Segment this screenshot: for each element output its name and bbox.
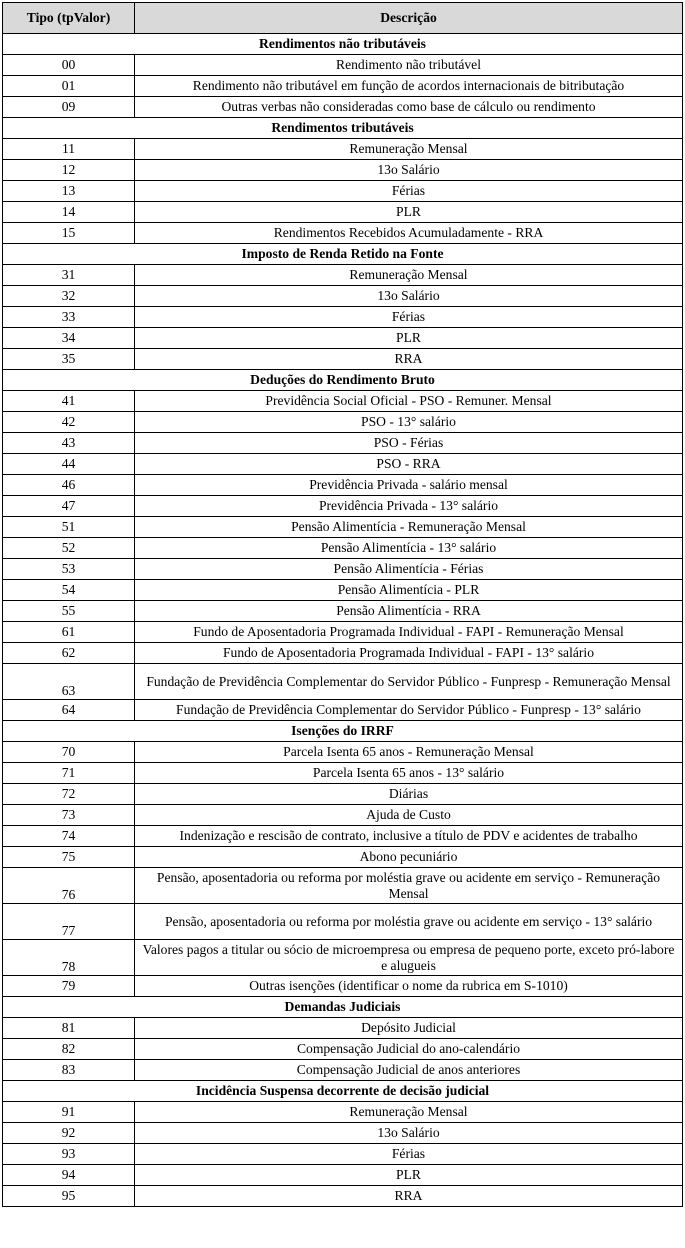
tipo-code: 42 [3,412,135,433]
tipo-code: 12 [3,160,135,181]
tipo-code: 78 [3,940,135,976]
tipo-code: 72 [3,784,135,805]
descricao-text: Pensão Alimentícia - 13° salário [135,538,683,559]
table-row [3,1060,683,1081]
descricao-text: Férias [135,1144,683,1165]
tipo-code: 95 [3,1186,135,1207]
table-row [3,847,683,868]
table-row [3,139,683,160]
descricao-text: PSO - Férias [135,433,683,454]
descricao-text: RRA [135,1186,683,1207]
table-row [3,454,683,475]
descricao-text: Ajuda de Custo [135,805,683,826]
descricao-text: Previdência Privada - salário mensal [135,475,683,496]
descricao-text: Abono pecuniário [135,847,683,868]
section-title: Rendimentos tributáveis [3,118,683,139]
table-row [3,1039,683,1060]
section-header-row [3,370,683,391]
table-row [3,601,683,622]
section-title: Imposto de Renda Retido na Fonte [3,244,683,265]
descricao-text: RRA [135,349,683,370]
table-row [3,181,683,202]
table-row [3,538,683,559]
tipo-code: 09 [3,97,135,118]
descricao-text: Rendimento não tributável em função de acordos internacionais de bitributação [135,76,683,97]
descricao-text: Depósito Judicial [135,1018,683,1039]
tipo-code: 93 [3,1144,135,1165]
tipo-code: 73 [3,805,135,826]
table-body [3,34,683,1207]
header-tipo: Tipo (tpValor) [3,3,135,34]
tipo-code: 71 [3,763,135,784]
table-row [3,664,683,700]
descricao-text: Pensão Alimentícia - RRA [135,601,683,622]
tipo-code: 91 [3,1102,135,1123]
header-descricao: Descrição [135,3,683,34]
descricao-text: Fundo de Aposentadoria Programada Individual - FAPI - 13° salário [135,643,683,664]
table-row [3,76,683,97]
table-row [3,742,683,763]
table-row [3,784,683,805]
table-row [3,700,683,721]
descricao-text: Previdência Privada - 13° salário [135,496,683,517]
descricao-text: Férias [135,307,683,328]
tipo-code: 43 [3,433,135,454]
section-title: Demandas Judiciais [3,997,683,1018]
tipo-code: 54 [3,580,135,601]
table-row [3,1018,683,1039]
tipo-code: 62 [3,643,135,664]
descricao-text: Rendimento não tributável [135,55,683,76]
tipo-code: 81 [3,1018,135,1039]
table-row [3,559,683,580]
tipo-code: 35 [3,349,135,370]
table-row [3,223,683,244]
descricao-text: Pensão Alimentícia - Férias [135,559,683,580]
tipo-code: 77 [3,904,135,940]
section-title: Isenções do IRRF [3,721,683,742]
descricao-text: Remuneração Mensal [135,265,683,286]
descricao-text: Parcela Isenta 65 anos - 13° salário [135,763,683,784]
descricao-text: 13o Salário [135,160,683,181]
table-row [3,1186,683,1207]
table-row [3,940,683,976]
descricao-text: Outras isenções (identificar o nome da rubrica em S-1010) [135,976,683,997]
tipo-code: 61 [3,622,135,643]
descricao-text: Diárias [135,784,683,805]
descricao-text: PLR [135,1165,683,1186]
table-row [3,1165,683,1186]
table-row [3,763,683,784]
section-header-row [3,34,683,55]
section-title: Incidência Suspensa decorrente de decisão judicial [3,1081,683,1102]
descricao-text: Outras verbas não consideradas como base de cálculo ou rendimento [135,97,683,118]
descricao-text: Pensão, aposentadoria ou reforma por moléstia grave ou acidente em serviço - 13° salário [135,904,683,940]
table-row [3,1102,683,1123]
tipo-code: 82 [3,1039,135,1060]
descricao-text: Pensão, aposentadoria ou reforma por moléstia grave ou acidente em serviço - Remuneração Mensal [135,868,683,904]
table-row [3,868,683,904]
descricao-text: PSO - 13° salário [135,412,683,433]
descricao-text: Parcela Isenta 65 anos - Remuneração Mensal [135,742,683,763]
descricao-text: PLR [135,202,683,223]
section-header-row [3,997,683,1018]
section-header-row [3,721,683,742]
descricao-text: Compensação Judicial de anos anteriores [135,1060,683,1081]
section-title: Deduções do Rendimento Bruto [3,370,683,391]
table-row [3,622,683,643]
table-header-row [3,3,683,34]
table-row [3,475,683,496]
tipo-code: 76 [3,868,135,904]
descricao-text: Indenização e rescisão de contrato, inclusive a título de PDV e acidentes de trabalho [135,826,683,847]
table-row [3,55,683,76]
tipo-code: 32 [3,286,135,307]
tipo-code: 47 [3,496,135,517]
table-row [3,160,683,181]
table-row [3,391,683,412]
tipo-code: 14 [3,202,135,223]
descricao-text: Remuneração Mensal [135,1102,683,1123]
tipo-code: 64 [3,700,135,721]
tipo-code: 33 [3,307,135,328]
tipo-code: 00 [3,55,135,76]
table-row [3,349,683,370]
descricao-text: Pensão Alimentícia - Remuneração Mensal [135,517,683,538]
tipo-code: 94 [3,1165,135,1186]
descricao-text: Valores pagos a titular ou sócio de microempresa ou empresa de pequeno porte, exceto pró-labore e alugueis [135,940,683,976]
tipo-code: 31 [3,265,135,286]
descricao-text: Previdência Social Oficial - PSO - Remuner. Mensal [135,391,683,412]
table-row [3,202,683,223]
tipo-code: 15 [3,223,135,244]
tipo-code: 13 [3,181,135,202]
table-row [3,265,683,286]
descricao-text: 13o Salário [135,1123,683,1144]
tipo-code: 44 [3,454,135,475]
tipo-code: 70 [3,742,135,763]
table-row [3,328,683,349]
section-header-row [3,118,683,139]
tipo-code: 41 [3,391,135,412]
section-header-row [3,1081,683,1102]
tipo-code: 92 [3,1123,135,1144]
tipo-code: 63 [3,664,135,700]
tipo-code: 74 [3,826,135,847]
table-row [3,580,683,601]
tipo-code: 79 [3,976,135,997]
tipo-code: 83 [3,1060,135,1081]
tipo-code: 51 [3,517,135,538]
table-row [3,1123,683,1144]
table-row [3,97,683,118]
table-row [3,433,683,454]
table-row [3,643,683,664]
descricao-text: 13o Salário [135,286,683,307]
tipo-code: 11 [3,139,135,160]
table-row [3,904,683,940]
table-row [3,805,683,826]
tipo-code: 53 [3,559,135,580]
tpvalor-table [2,2,683,1207]
table-row [3,517,683,538]
descricao-text: PLR [135,328,683,349]
section-title: Rendimentos não tributáveis [3,34,683,55]
descricao-text: Fundo de Aposentadoria Programada Individual - FAPI - Remuneração Mensal [135,622,683,643]
descricao-text: Compensação Judicial do ano-calendário [135,1039,683,1060]
descricao-text: Pensão Alimentícia - PLR [135,580,683,601]
descricao-text: Fundação de Previdência Complementar do Servidor Público - Funpresp - Remuneração Mensal [135,664,683,700]
tipo-code: 52 [3,538,135,559]
descricao-text: Fundação de Previdência Complementar do Servidor Público - Funpresp - 13° salário [135,700,683,721]
descricao-text: PSO - RRA [135,454,683,475]
tipo-code: 55 [3,601,135,622]
table-row [3,496,683,517]
tipo-code: 75 [3,847,135,868]
table-row [3,976,683,997]
section-header-row [3,244,683,265]
descricao-text: Férias [135,181,683,202]
tipo-code: 46 [3,475,135,496]
descricao-text: Rendimentos Recebidos Acumuladamente - RRA [135,223,683,244]
table-row [3,286,683,307]
table-row [3,826,683,847]
table-row [3,307,683,328]
table-row [3,1144,683,1165]
tipo-code: 34 [3,328,135,349]
tipo-code: 01 [3,76,135,97]
descricao-text: Remuneração Mensal [135,139,683,160]
table-row [3,412,683,433]
